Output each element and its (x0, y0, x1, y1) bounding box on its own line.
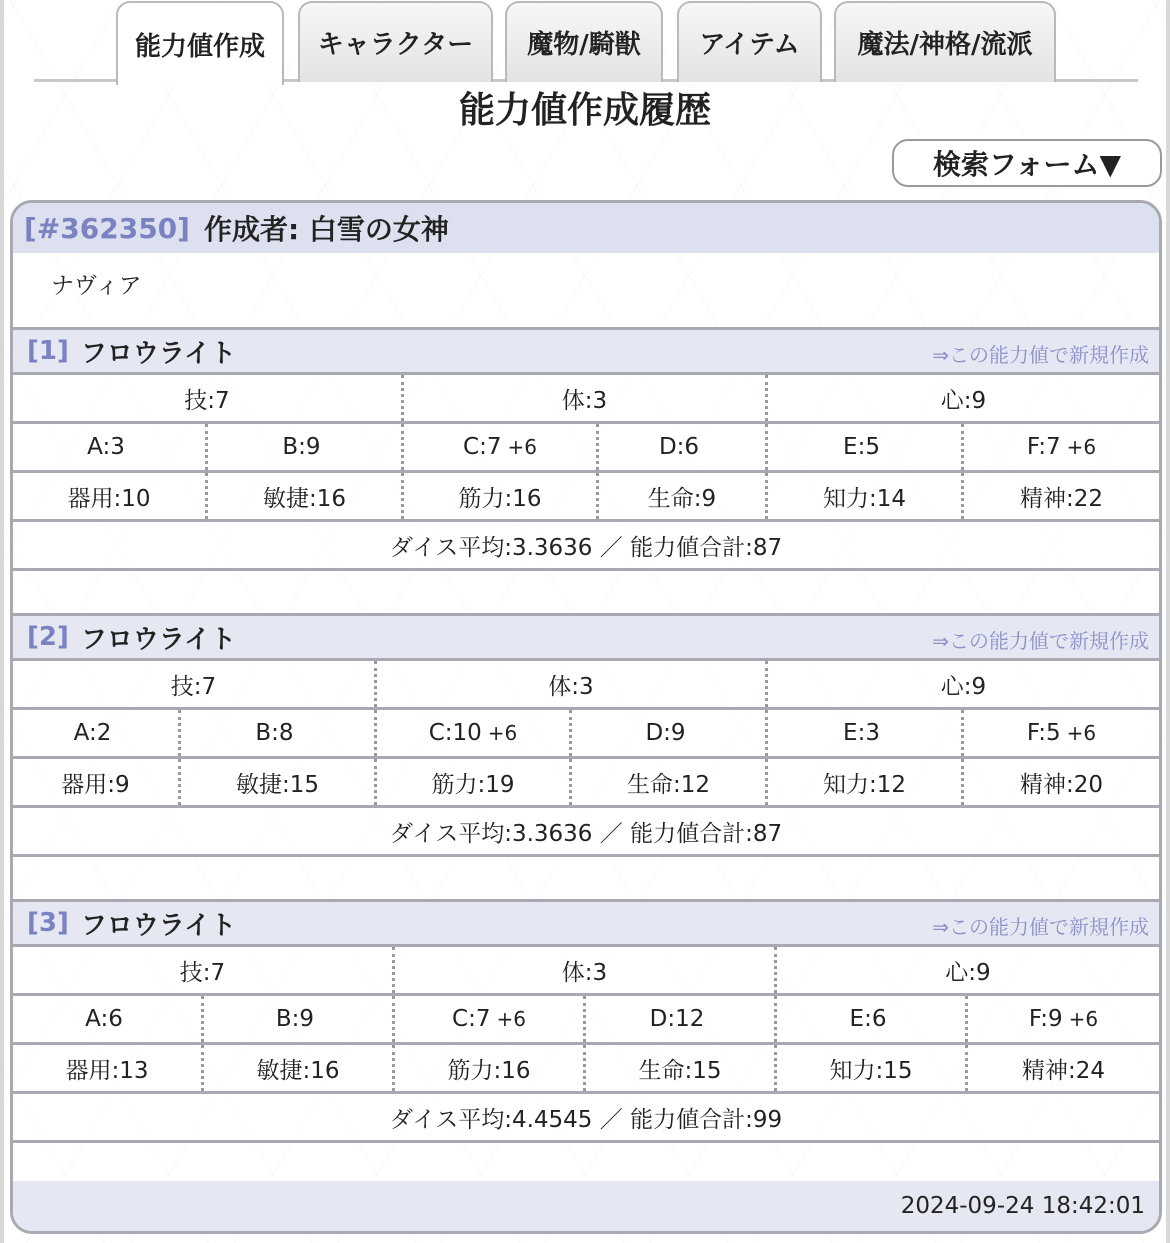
record-timestamp: 2024-09-24 18:42:01 (13, 1181, 1159, 1231)
table-row (13, 1094, 1159, 1143)
dice-b: B:9 (208, 424, 404, 470)
dice-f: F:5 +6 (1026, 720, 1097, 746)
stat-spirit: 精神:22 (1019, 485, 1103, 512)
table-row (13, 473, 1159, 522)
create-from-roll-link[interactable]: ⇒この能力値で新規作成 (932, 915, 1149, 939)
record-character-name: ナヴィア (51, 273, 142, 299)
search-form-toggle-button[interactable]: 検索フォーム▼ (892, 139, 1162, 187)
stat-vitality: 生命:9 (599, 473, 768, 519)
stat-strength: 筋力:19 (377, 759, 572, 805)
table-row (13, 424, 1159, 473)
dice-c: C:10 +6 (377, 710, 572, 756)
dice-f: F:9 +6 (1028, 1006, 1099, 1032)
group-tech: 技:7 (13, 947, 395, 993)
table-row (13, 522, 1159, 571)
roll-summary: ダイス平均:3.3636 ／ 能力値合計:87 (389, 820, 783, 847)
roll-header (13, 613, 1159, 661)
stat-spirit: 精神:20 (1019, 771, 1103, 798)
dice-b: B:8 (181, 710, 377, 756)
record-author: 作成者: 白雪の女神 (203, 213, 449, 246)
roll-race: フロウライト (80, 910, 237, 941)
dice-d: D:9 (572, 710, 768, 756)
stat-strength: 筋力:16 (395, 1045, 586, 1091)
stat-dexterity: 器用:10 (13, 473, 208, 519)
dice-c: C:7 +6 (404, 424, 599, 470)
record-header (13, 203, 1159, 253)
roll-race: フロウライト (80, 338, 237, 369)
stat-dexterity: 器用:13 (13, 1045, 204, 1091)
group-tech: 技:7 (13, 375, 404, 421)
group-body: 体:3 (395, 947, 777, 993)
group-mind: 心:9 (945, 959, 991, 986)
page-title: 能力値作成履歴 (458, 90, 711, 131)
table-row (13, 996, 1159, 1045)
stat-intelligence: 知力:12 (768, 759, 964, 805)
roll-block-2 (13, 613, 1159, 857)
roll-number: [3] (27, 908, 69, 938)
roll-header (13, 327, 1159, 375)
roll-block-3 (13, 899, 1159, 1143)
group-body: 体:3 (377, 661, 768, 707)
dice-a: A:2 (13, 710, 181, 756)
dice-c: C:7 +6 (395, 996, 586, 1042)
dice-a: A:6 (13, 996, 204, 1042)
stat-intelligence: 知力:14 (768, 473, 964, 519)
group-body: 体:3 (404, 375, 768, 421)
dice-a: A:3 (13, 424, 208, 470)
dice-e: E:6 (777, 996, 968, 1042)
stat-agility: 敏捷:15 (181, 759, 377, 805)
table-row (13, 710, 1159, 759)
stat-strength: 筋力:16 (404, 473, 599, 519)
roll-number: [1] (27, 336, 69, 366)
table-row (13, 947, 1159, 996)
group-tech: 技:7 (13, 661, 377, 707)
tab-ability-creation[interactable]: 能力値作成 (116, 1, 284, 85)
roll-number: [2] (27, 622, 69, 652)
record-id-link[interactable]: [#362350] (24, 211, 190, 245)
tab-magic[interactable]: 魔法/神格/流派 (834, 1, 1056, 82)
dice-d: D:6 (599, 424, 768, 470)
tab-monster[interactable]: 魔物/騎獣 (505, 1, 663, 82)
table-row (13, 375, 1159, 424)
stat-vitality: 生命:12 (572, 759, 768, 805)
dice-e: E:5 (768, 424, 964, 470)
roll-header (13, 899, 1159, 947)
roll-summary: ダイス平均:4.4545 ／ 能力値合計:99 (389, 1106, 783, 1133)
stat-intelligence: 知力:15 (777, 1045, 968, 1091)
group-mind: 心:9 (940, 673, 987, 700)
dice-b: B:9 (204, 996, 395, 1042)
stat-agility: 敏捷:16 (204, 1045, 395, 1091)
group-mind: 心:9 (940, 387, 987, 414)
table-row (13, 1045, 1159, 1094)
table-row (13, 759, 1159, 808)
dice-e: E:3 (768, 710, 964, 756)
record-panel (10, 200, 1162, 1234)
dice-f: F:7 +6 (1026, 434, 1097, 460)
dice-d: D:12 (586, 996, 777, 1042)
table-row (13, 808, 1159, 857)
stat-vitality: 生命:15 (586, 1045, 777, 1091)
roll-summary: ダイス平均:3.3636 ／ 能力値合計:87 (389, 534, 783, 561)
roll-race: フロウライト (80, 624, 237, 655)
create-from-roll-link[interactable]: ⇒この能力値で新規作成 (932, 343, 1149, 367)
stat-dexterity: 器用:9 (13, 759, 181, 805)
roll-block-1 (13, 327, 1159, 571)
stat-agility: 敏捷:16 (208, 473, 404, 519)
stat-spirit: 精神:24 (1021, 1057, 1105, 1084)
tab-character[interactable]: キャラクター (298, 1, 493, 82)
create-from-roll-link[interactable]: ⇒この能力値で新規作成 (932, 629, 1149, 653)
main-tabs (34, 0, 1138, 82)
tab-item[interactable]: アイテム (677, 1, 822, 82)
table-row (13, 661, 1159, 710)
